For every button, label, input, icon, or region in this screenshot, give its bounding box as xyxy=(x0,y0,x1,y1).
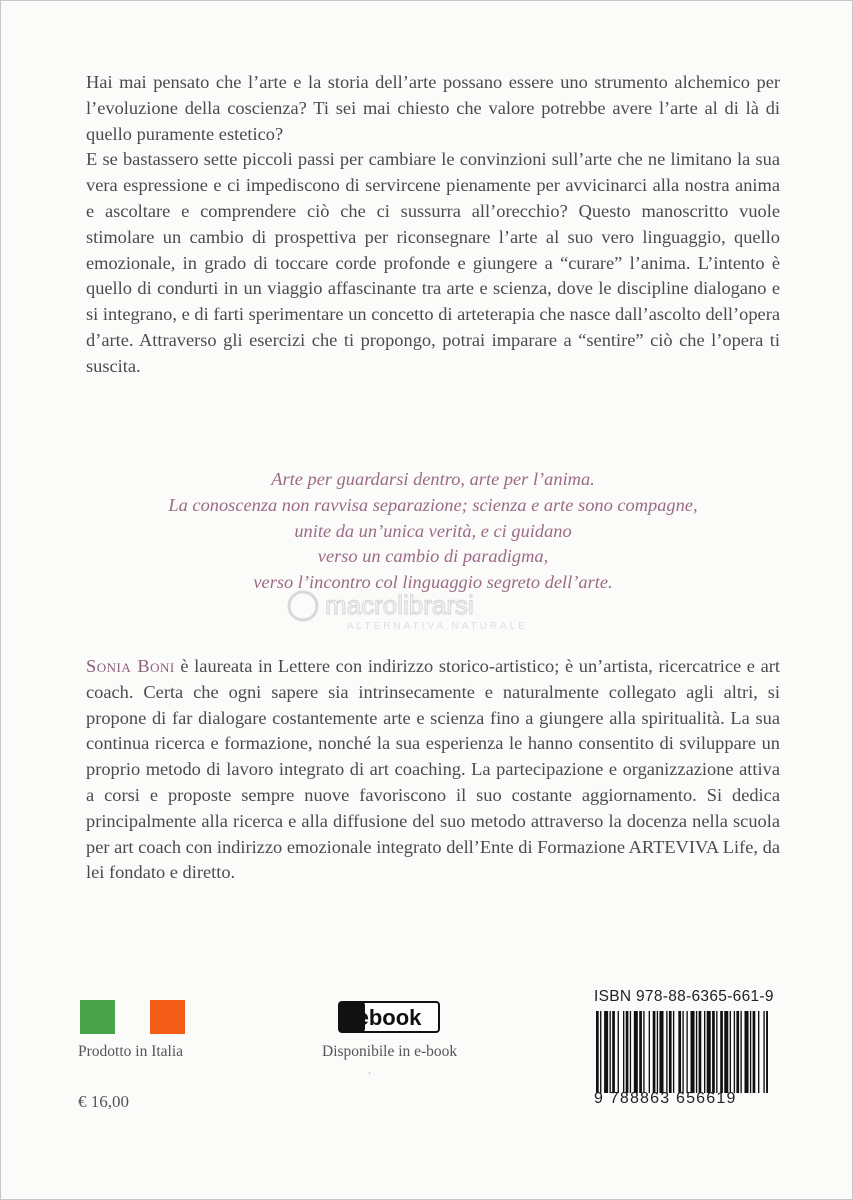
barcode-bar xyxy=(653,1011,656,1093)
barcode-bar xyxy=(686,1011,687,1093)
barcode-bar xyxy=(596,1011,599,1093)
barcode-bar xyxy=(634,1011,638,1093)
barcode xyxy=(594,1011,770,1093)
barcode-bar xyxy=(657,1011,658,1093)
price: € 16,00 xyxy=(78,1092,129,1111)
barcode-bar xyxy=(716,1011,717,1093)
barcode-bar xyxy=(736,1011,739,1093)
barcode-bar xyxy=(712,1011,715,1093)
author-bio-text: è laureata in Lettere con indirizzo storico-artistico; è un’artista, ricercatrice e art coach. Certa che ogni sapere sia intrinsecamente e naturalmente collegato agli altri, si propone di far dialogare costantemente arte e scienza fino a giungere alla spiritualità. La sua continua ricerca e formazione, nonché la sua esperienza le hanno consentito di sviluppare un proprio metodo di lavoro integrato di art coaching. La partecipazione e organizzazione attiva a corsi e proposte sempre nuove favoriscono il suo costante aggiornamento. Si dedica principalmente alla ricerca e alla diffusione del suo metodo attraverso la docenza nella scuola per art coach con indirizzo emozionale integrato dell’Ente di Formazione ARTEVIVA Life, da lei fondato e diretto. xyxy=(86,656,780,883)
barcode-bar xyxy=(691,1011,695,1093)
watermark-brand: macrolibrarsi xyxy=(325,590,474,620)
barcode-bar xyxy=(626,1011,629,1093)
intro-text-2: E se bastassero sette piccoli passi per cambiare le convinzioni sull’arte che ne limitano la sua vera espressione e ci impediscono di servircene pienamente per avvicinarci alla nostra anima e ascoltare e comprendere ciò che ci sussurra all’orecchio? Questo manoscritto vuole stimolare un cambio di prospettiva per riconsegnare l’arte al suo vero linguaggio, quello emozionale, in grado di toccare corde profonde e giungere a “curare” l’anima. L’intento è quello di condurti in un viaggio affascinante tra arte e scienza, dove le discipline dialogano e si integrano, e di farti sperimentare un concetto di arteterapia che nasce dall’ascolto dell’opera d’arte. Attraverso gli esercizi che ti propongo, potrai imparare a “sentire” ciò che l’opera ti suscita. xyxy=(86,149,780,376)
epigraph-line: unite da un’unica verità, e ci guidano xyxy=(294,520,572,541)
barcode-bar xyxy=(666,1011,667,1093)
epigraph-line: verso l’incontro col linguaggio segreto dell’arte. xyxy=(253,572,613,593)
barcode-bar xyxy=(766,1011,768,1093)
barcode-bar xyxy=(758,1011,759,1093)
barcode-bar xyxy=(678,1011,681,1093)
barcode-bar xyxy=(630,1011,631,1093)
barcode-bar xyxy=(720,1011,723,1093)
barcode-bar xyxy=(745,1011,749,1093)
barcode-bar xyxy=(704,1011,705,1093)
barcode-bar xyxy=(600,1011,601,1093)
barcode-bar xyxy=(730,1011,731,1093)
barcode-bar xyxy=(643,1011,644,1093)
epigraph-line: Arte per guardarsi dentro, arte per l’anima. xyxy=(271,469,595,489)
barcode-bar xyxy=(669,1011,672,1093)
barcode-bar xyxy=(618,1011,619,1093)
barcode-bar xyxy=(696,1011,697,1093)
barcode-bar xyxy=(753,1011,756,1093)
barcode-bar xyxy=(623,1011,624,1093)
barcode-bar xyxy=(724,1011,728,1093)
barcode-bar xyxy=(659,1011,663,1093)
barcode-bar xyxy=(673,1011,674,1093)
ebook-available-label: Disponibile in e-book xyxy=(322,1043,458,1060)
epigraph xyxy=(100,467,766,596)
barcode-bar xyxy=(707,1011,711,1093)
barcode-bar xyxy=(639,1011,642,1093)
barcode-bar xyxy=(699,1011,702,1093)
ebook-logo-text: ebook xyxy=(356,1005,422,1030)
barcode-bar xyxy=(612,1011,615,1093)
barcode-digits: 9 788863 656619 xyxy=(594,1090,737,1107)
barcode-bar xyxy=(682,1011,683,1093)
isbn-label: ISBN 978-88-6365-661-9 xyxy=(594,988,774,1005)
ebook-icon xyxy=(338,1001,440,1033)
intro-text-1: Hai mai pensato che l’arte e la storia dell’arte possano essere uno strumento alchemico per l’evoluzione della coscienza? Ti sei mai chiesto che valore potrebbe avere l’arte al di là di quello puramente estetico? xyxy=(86,72,780,144)
author-name: Sonia Boni xyxy=(86,656,175,676)
italy-flag-orange xyxy=(150,1000,185,1034)
barcode-bar xyxy=(750,1011,751,1093)
watermark-tagline: ALTERNATIVA NATURALE xyxy=(347,621,528,632)
author-bio xyxy=(86,654,780,886)
epigraph-line: verso un cambio di paradigma, xyxy=(317,546,549,567)
barcode-bar xyxy=(734,1011,735,1093)
epigraph-line: La conoscenza non ravvisa separazione; scienza e arte sono compagne, xyxy=(168,494,698,515)
intro-paragraph xyxy=(86,70,780,380)
barcode-bar xyxy=(610,1011,611,1093)
stray-mark: ` xyxy=(368,1072,372,1083)
made-in-italy-label: Prodotto in Italia xyxy=(78,1043,184,1060)
italy-flag-green xyxy=(80,1000,115,1034)
barcode-bar xyxy=(604,1011,608,1093)
barcode-bar xyxy=(649,1011,650,1093)
barcode-bar xyxy=(740,1011,741,1093)
barcode-bar xyxy=(763,1011,764,1093)
